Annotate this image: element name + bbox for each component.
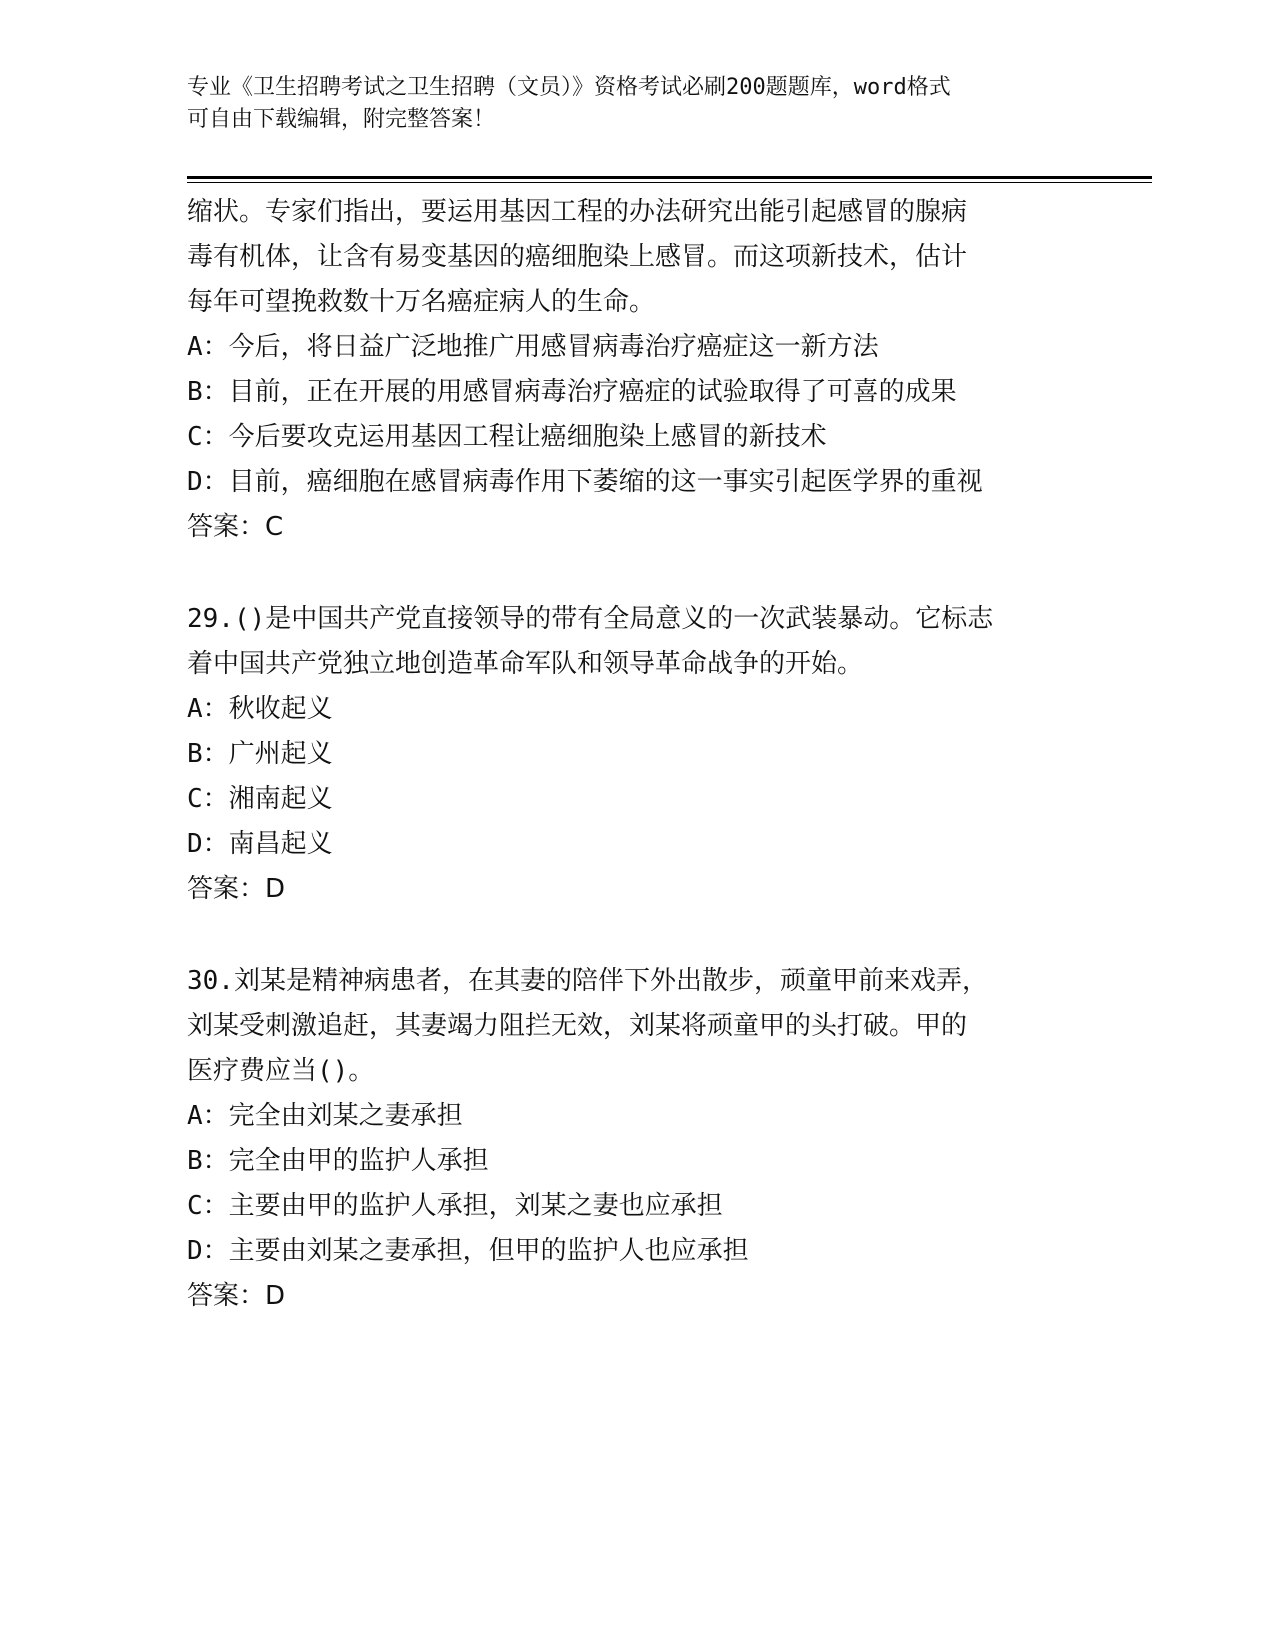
header-rule-thick [187, 176, 1152, 179]
option-a: A：秋收起义 [187, 694, 333, 724]
option-d: D：目前，癌细胞在感冒病毒作用下萎缩的这一事实引起医学界的重视 [187, 467, 983, 497]
document-header [187, 72, 1067, 136]
question-text-line: 毒有机体，让含有易变基因的癌细胞染上感冒。而这项新技术，估计 [187, 242, 968, 272]
question-text-line: 缩状。专家们指出，要运用基因工程的办法研究出能引起感冒的腺病 [187, 197, 968, 227]
question-text-line: 刘某受刺激追赶，其妻竭力阻拦无效，刘某将顽童甲的头打破。甲的 [187, 1011, 968, 1041]
option-b: B：完全由甲的监护人承担 [187, 1146, 489, 1176]
header-line-1: 专业《卫生招聘考试之卫生招聘（文员）》资格考试必刷200题题库，word格式 [187, 75, 951, 100]
option-c: C：主要由甲的监护人承担，刘某之妻也应承担 [187, 1191, 723, 1221]
answer-label: 答案：D [187, 874, 286, 904]
question-30 [187, 959, 1087, 1319]
option-d: D：南昌起义 [187, 829, 333, 859]
question-28-continuation [187, 190, 1087, 550]
option-a: A：今后，将日益广泛地推广用感冒病毒治疗癌症这一新方法 [187, 332, 879, 362]
question-text-line: 30.刘某是精神病患者，在其妻的陪伴下外出散步，顽童甲前来戏弄， [187, 966, 988, 996]
option-c: C：今后要攻克运用基因工程让癌细胞染上感冒的新技术 [187, 422, 827, 452]
question-content [187, 190, 1087, 1319]
question-text-line: 医疗费应当()。 [187, 1056, 375, 1086]
question-text-line: 着中国共产党独立地创造革命军队和领导革命战争的开始。 [187, 649, 864, 679]
option-c: C：湘南起义 [187, 784, 333, 814]
header-rule-thin [187, 182, 1152, 183]
spacer [187, 550, 1087, 597]
answer-label: 答案：D [187, 1281, 286, 1311]
spacer [187, 912, 1087, 959]
option-d: D：主要由刘某之妻承担，但甲的监护人也应承担 [187, 1236, 749, 1266]
option-b: B：广州起义 [187, 739, 333, 769]
option-a: A：完全由刘某之妻承担 [187, 1101, 463, 1131]
header-line-2: 可自由下载编辑，附完整答案！ [187, 107, 496, 132]
question-29 [187, 597, 1087, 912]
option-b: B：目前，正在开展的用感冒病毒治疗癌症的试验取得了可喜的成果 [187, 377, 957, 407]
answer-label: 答案：C [187, 512, 284, 542]
question-text-line: 每年可望挽救数十万名癌症病人的生命。 [187, 287, 656, 317]
question-text-line: 29.()是中国共产党直接领导的带有全局意义的一次武装暴动。它标志 [187, 604, 994, 634]
